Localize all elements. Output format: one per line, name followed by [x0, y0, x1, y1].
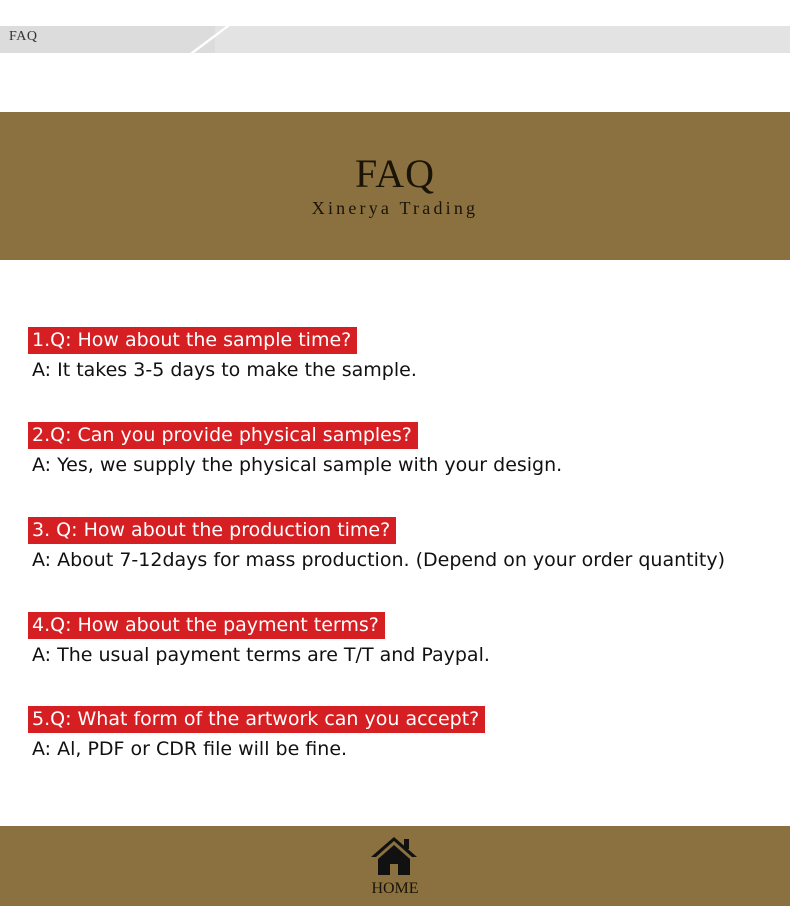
- faq-question-3: 3. Q: How about the production time?: [28, 517, 396, 544]
- breadcrumb-label: FAQ: [9, 29, 38, 44]
- faq-answer-5: A: Al, PDF or CDR file will be fine.: [32, 738, 348, 760]
- faq-question-5: 5.Q: What form of the artwork can you accept?: [28, 706, 485, 733]
- faq-answer-2: A: Yes, we supply the physical sample with your design.: [32, 454, 563, 476]
- breadcrumb-divider: [190, 26, 230, 53]
- faq-item-5: [28, 706, 485, 761]
- page-subtitle: Xinerya Trading: [311, 198, 479, 218]
- faq-answer-4: A: The usual payment terms are T/T and Paypal.: [32, 644, 490, 666]
- breadcrumb-bar: [0, 26, 790, 53]
- faq-answer-3: A: About 7-12days for mass production. (Depend on your order quantity): [32, 549, 725, 571]
- faq-question-4: 4.Q: How about the payment terms?: [28, 612, 385, 639]
- faq-item-4: [28, 612, 490, 667]
- faq-item-1: [28, 327, 417, 382]
- footer-bar: [0, 826, 790, 906]
- faq-question-1: 1.Q: How about the sample time?: [28, 327, 357, 354]
- home-icon[interactable]: [371, 836, 417, 876]
- faq-banner: [0, 112, 790, 260]
- faq-answer-1: A: It takes 3-5 days to make the sample.: [32, 359, 417, 381]
- home-link[interactable]: HOME: [371, 880, 419, 897]
- faq-question-2: 2.Q: Can you provide physical samples?: [28, 422, 418, 449]
- faq-item-3: [28, 517, 725, 572]
- page-title: FAQ: [354, 151, 436, 196]
- faq-item-2: [28, 422, 562, 477]
